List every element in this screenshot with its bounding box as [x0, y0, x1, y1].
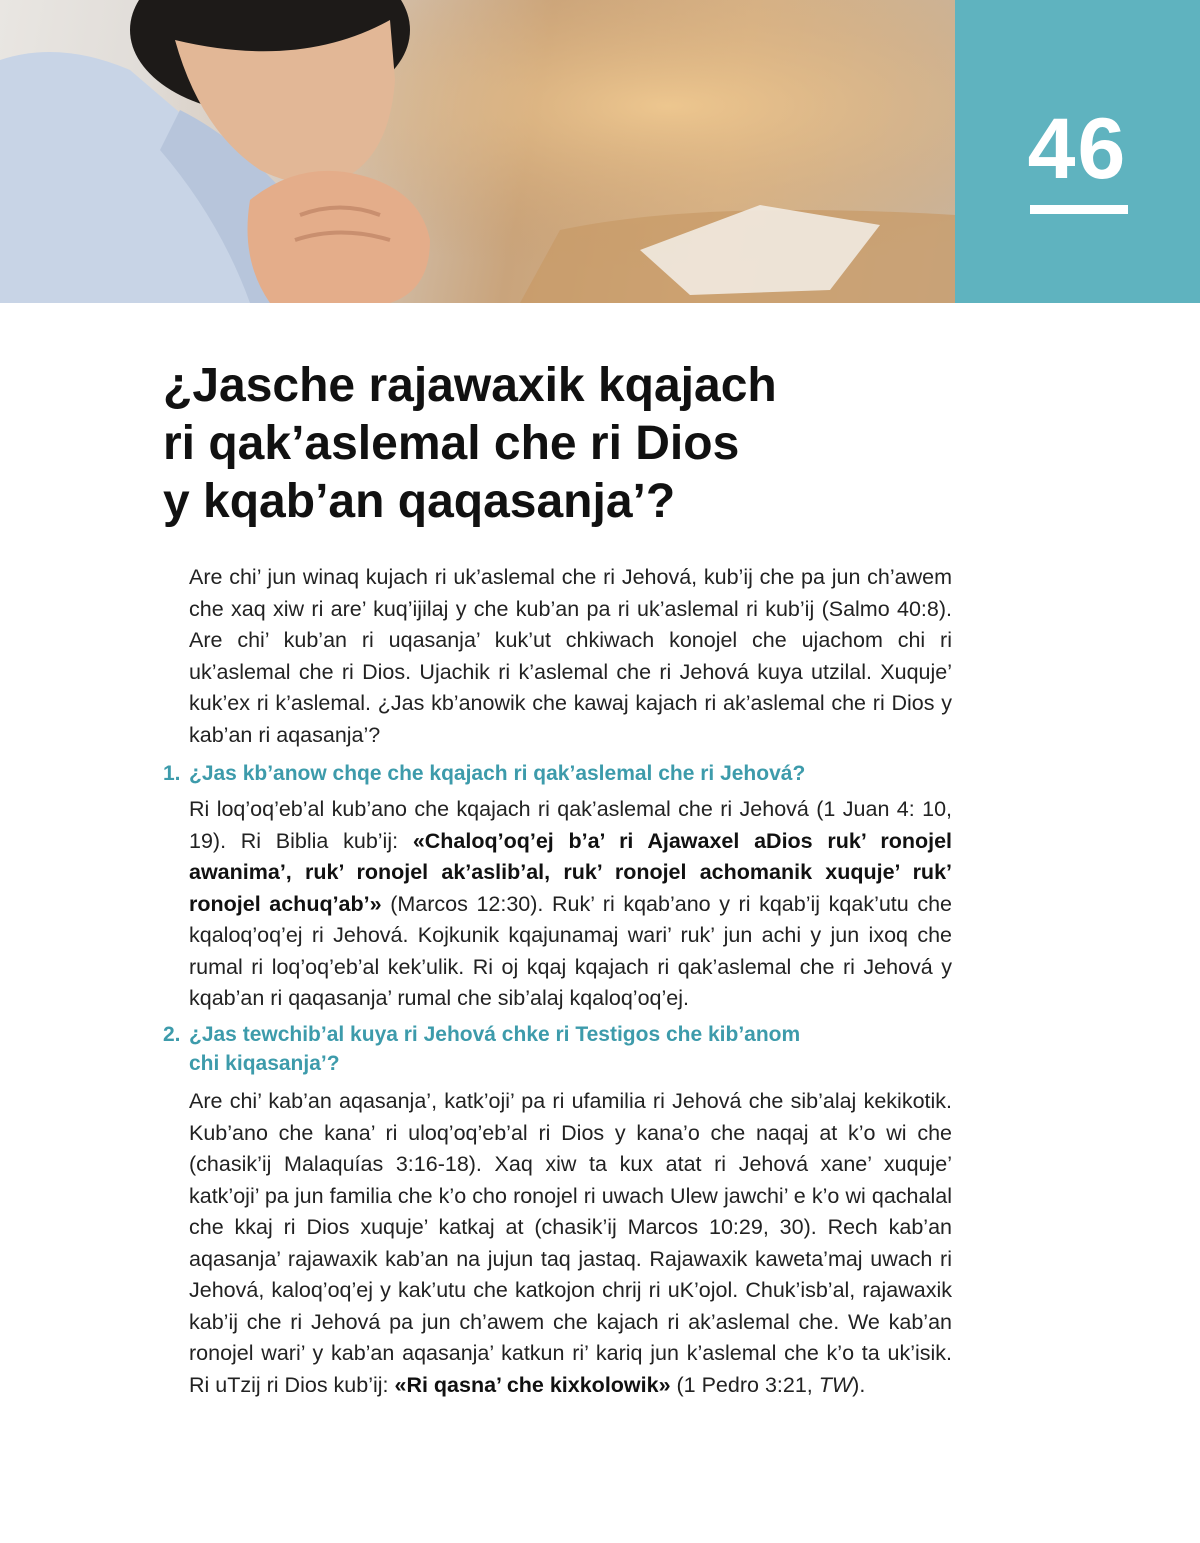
- answer-1-text-start: Ri loq’oq’eb’al kub’ano che kqajach ri qak’aslemal che ri Jehová (1 Juan 4: 10, 19). Ri Biblia kub’ij:: [189, 797, 952, 853]
- question-1: [163, 759, 923, 788]
- question-2-number: 2.: [163, 1023, 181, 1046]
- praying-man-illustration: [0, 0, 955, 303]
- answer-2-text-end: ).: [852, 1372, 866, 1397]
- lesson-number-box: [955, 0, 1200, 303]
- question-2-text-line-2: chi kiqasanja’?: [189, 1052, 340, 1075]
- title-line-2: ri qak’aslemal che ri Dios: [163, 417, 740, 470]
- header-photo: [0, 0, 955, 303]
- lesson-number-underline: [1030, 205, 1128, 214]
- intro-paragraph: Are chi’ jun winaq kujach ri uk’aslemal che ri Jehová, kub’ij che pa jun ch’awem che xaq xiw ri are’ kuq’ijilaj y che kub’an pa ri uk’aslemal ri kub’ij (Salmo 40:8). Are chi’ kub’an ri uqasanja’ kuk’ut chkiwach konojel che ujachom chi ri uk’aslemal che ri Dios. Ujachik ri k’aslemal che ri Jehová kuya utzilal. Xuquje’ kuk’ex ri k’aslemal. ¿Jas kb’anowik che kawaj kajach ri ak’aslemal che ri Dios y kab’an ri aqasanja’?: [189, 565, 952, 747]
- answer-2: [189, 1086, 952, 1401]
- answer-1-bible-quote: «Chaloq’oq’ej b’a’ ri Ajawaxel aDios ruk’ ronojel awanima’, ruk’ ronojel ak’aslib’al, ruk’ ronojel achomanik xuquje’ ruk’ ronojel achuq’ab’»: [189, 828, 953, 916]
- answer-2-text-start: Are chi’ kab’an aqasanja’, katk’oji’ pa ri ufamilia ri Jehová che sib’alaj kekikotik. Kub’ano che kana’ ri uloq’oq’eb’al ri Dios y kana’o che naqaj at k’o wi che (chasik’ij Malaquías 3:16-18). Xaq xiw ta kux atat ri Jehová xane’ xuquje’ katk’oji’ pa jun familia che k’o cho ronojel ri uwach Ulew jawchi’ e k’o wi qachalal che kkaj ri Dios xuquje’ katkaj at (chasik’ij Marcos 10:29, 30). Rech kab’an aqasanja’ rajawaxik kab’an na jujun taq jastaq. Rajawaxik kaweta’maj uwach ri Jehová, kaloq’oq’ej y kak’utu che katkojon chrij ri uK’ojol. Chuk’isb’al, rajawaxik kab’ij che ri Jehová pa jun ch’awem che kajach ri ak’aslemal che. We kab’an ronojel wari’ y kab’an aqasanja’ katkun ri’ kariq jun k’aslemal che k’o ta uk’isik. Ri uTzij ri Dios kub’ij:: [189, 1089, 952, 1397]
- page-title: [163, 357, 923, 531]
- question-2-text-line-1: ¿Jas tewchib’al kuya ri Jehová chke ri Testigos che kib’anom: [189, 1023, 801, 1046]
- answer-2-bible-quote: «Ri qasna’ che kixkolowik»: [394, 1372, 671, 1397]
- answer-2-bible-version: TW: [818, 1372, 853, 1397]
- question-1-text: ¿Jas kb’anow chqe che kqajach ri qak’aslemal che ri Jehová?: [189, 762, 806, 785]
- answer-2-text-middle: (1 Pedro 3:21,: [670, 1372, 819, 1397]
- question-2: [163, 1020, 923, 1078]
- question-1-number: 1.: [163, 762, 181, 785]
- lesson-number: 46: [1027, 101, 1128, 197]
- answer-1-text-end: (Marcos 12:30). Ruk’ ri kqab’ano y ri kqab’ij kqak’utu che kqaloq’oq’ej ri Jehová. Kojkunik kqajunamaj wari’ ruk’ jun achi y jun ixoq che rumal ri loq’oq’eb’al kek’ulik. Ri oj kqaj kqajach ri qak’aslemal che ri Jehová y kqab’an ri qaqasanja’ rumal che sib’alaj kqaloq’oq’ej.: [189, 891, 953, 1010]
- title-line-1: ¿Jasche rajawaxik kqajach: [163, 359, 777, 412]
- answer-1: [189, 794, 952, 1015]
- title-line-3: y kqab’an qaqasanja’?: [163, 475, 676, 528]
